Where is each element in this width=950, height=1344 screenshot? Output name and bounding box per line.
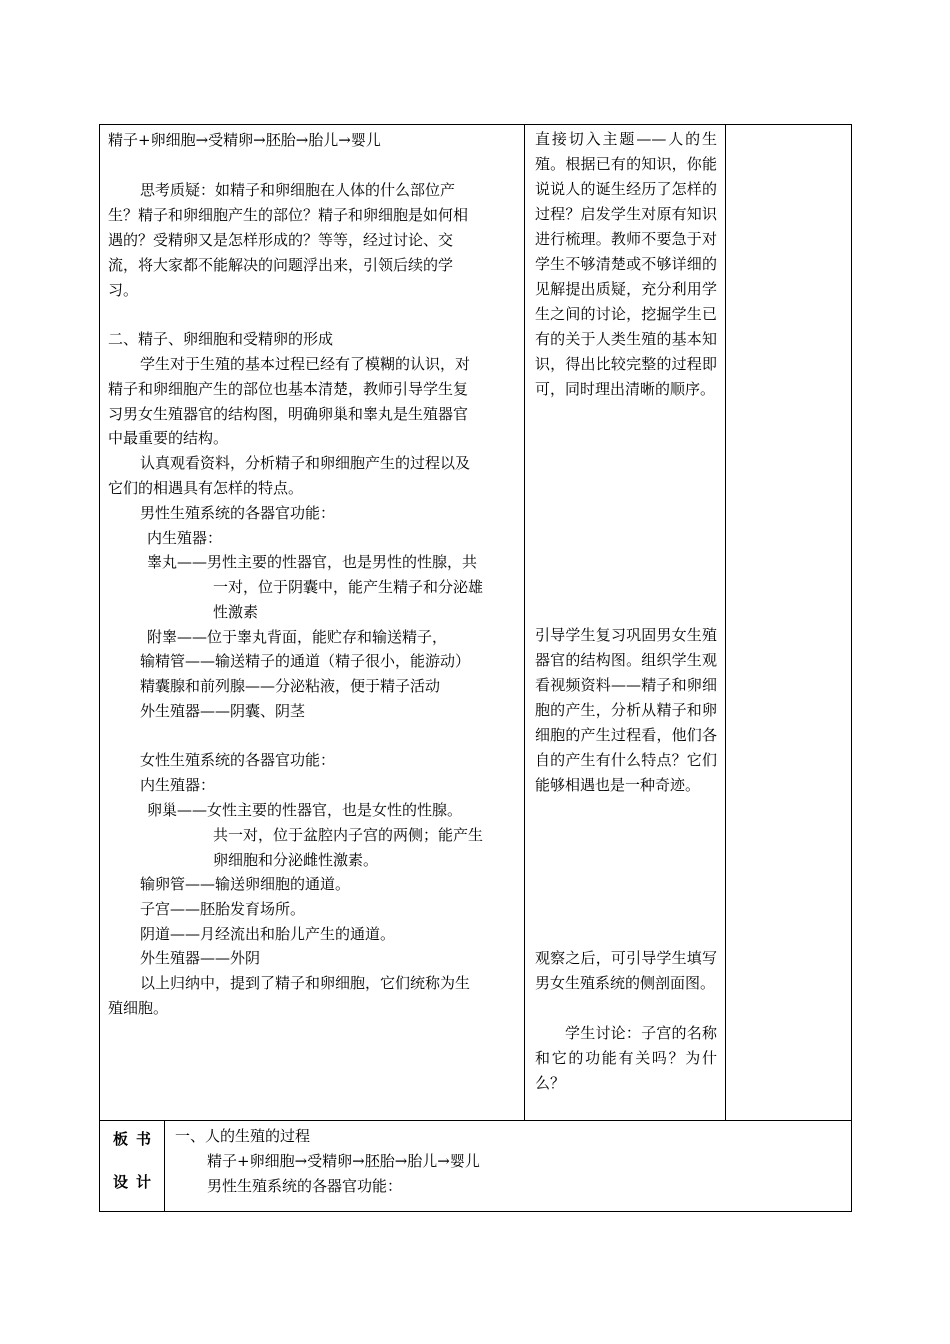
- content-line: 附睾——位于睾丸背面，能贮存和输送精子，: [147, 628, 448, 646]
- content-line: 子宫——胚胎发育场所。: [140, 900, 306, 918]
- content-line: 输精管——输送精子的通道（精子很小，能游动）: [140, 652, 471, 670]
- content-line: 精子+卵细胞→受精卵→胚胎→胎儿→婴儿: [108, 131, 381, 149]
- content-line: 性激素: [213, 603, 259, 621]
- content-line: 习。: [108, 281, 139, 299]
- content-line: 二、精子、卵细胞和受精卵的形成: [108, 330, 334, 348]
- content-line: 以上归纳中，提到了精子和卵细胞，它们统称为生: [140, 974, 471, 992]
- column-divider-2: [725, 124, 726, 1120]
- board-label-bottom: 设计: [113, 1173, 160, 1191]
- board-line: 男性生殖系统的各器官功能：: [207, 1177, 403, 1195]
- board-line: 一、人的生殖的过程: [175, 1127, 311, 1145]
- content-line: 它们的相遇具有怎样的特点。: [108, 479, 304, 497]
- design-note: 直接切入主题——人的生殖。根据已有的知识，你能说说人的诞生经历了怎样的过程？启发学生对原有知识进行梳理。教师不要急于对学生不够清楚或不够详细的见解提出质疑，充分利用学生之间的讨论，挖掘学生已有的关于人类生殖的基本知识，得出比较完整的过程即可，同时理出清晰的顺序。: [535, 130, 717, 398]
- content-line: 内生殖器：: [140, 776, 216, 794]
- content-line: 学生对于生殖的基本过程已经有了模糊的认识，对: [140, 355, 471, 373]
- board-label-divider: [164, 1120, 165, 1211]
- content-line: 外生殖器——阴囊、阴茎: [140, 702, 306, 720]
- content-line: 共一对，位于盆腔内子宫的两侧；能产生: [213, 826, 484, 844]
- content-line: 一对，位于阴囊中，能产生精子和分泌雄: [213, 578, 484, 596]
- board-line: 精子+卵细胞→受精卵→胚胎→胎儿→婴儿: [207, 1152, 480, 1170]
- board-label-top: 板书: [113, 1130, 160, 1148]
- section-divider: [99, 1120, 852, 1121]
- content-line: 思考质疑：如精子和卵细胞在人体的什么部位产: [140, 181, 456, 199]
- design-note: 学生讨论：子宫的名称和它的功能有关吗？为什么？: [535, 1024, 717, 1092]
- content-line: 流，将大家都不能解决的问题浮出来，引领后续的学: [108, 256, 454, 274]
- content-line: 输卵管——输送卵细胞的通道。: [140, 875, 351, 893]
- content-line: 男性生殖系统的各器官功能：: [140, 504, 336, 522]
- content-line: 遇的？受精卵又是怎样形成的？等等，经过讨论、交: [108, 231, 454, 249]
- table-top-border: [99, 124, 852, 125]
- content-line: 生？精子和卵细胞产生的部位？精子和卵细胞是如何相: [108, 206, 469, 224]
- table-right-border: [851, 124, 852, 1212]
- content-line: 卵细胞和分泌雌性激素。: [213, 851, 379, 869]
- content-line: 卵巢——女性主要的性器官，也是女性的性腺。: [147, 801, 463, 819]
- design-note: 观察之后，可引导学生填写男女生殖系统的侧剖面图。: [535, 949, 717, 992]
- content-line: 殖细胞。: [108, 999, 169, 1017]
- content-line: 认真观看资料，分析精子和卵细胞产生的过程以及: [140, 454, 471, 472]
- content-line: 阴道——月经流出和胎儿产生的通道。: [140, 925, 396, 943]
- content-line: 女性生殖系统的各器官功能：: [140, 751, 336, 769]
- column-divider-1: [524, 124, 525, 1120]
- content-line: 习男女生殖器官的结构图，明确卵巢和睾丸是生殖器官: [108, 405, 469, 423]
- content-line: 精子和卵细胞产生的部位也基本清楚，教师引导学生复: [108, 380, 469, 398]
- design-note: 引导学生复习巩固男女生殖器官的结构图。组织学生观看视频资料——精子和卵细胞的产生，分析从精子和卵细胞的产生过程看，他们各自的产生有什么特点？它们能够相遇也是一种奇迹。: [535, 626, 717, 794]
- content-line: 睾丸——男性主要的性器官，也是男性的性腺，共: [147, 553, 478, 571]
- content-line: 内生殖器：: [147, 529, 223, 547]
- content-line: 精囊腺和前列腺——分泌粘液，便于精子活动: [140, 677, 441, 695]
- table-bottom-border: [99, 1211, 852, 1212]
- table-left-border: [99, 124, 100, 1212]
- content-line: 中最重要的结构。: [108, 429, 229, 447]
- content-line: 外生殖器——外阴: [140, 949, 261, 967]
